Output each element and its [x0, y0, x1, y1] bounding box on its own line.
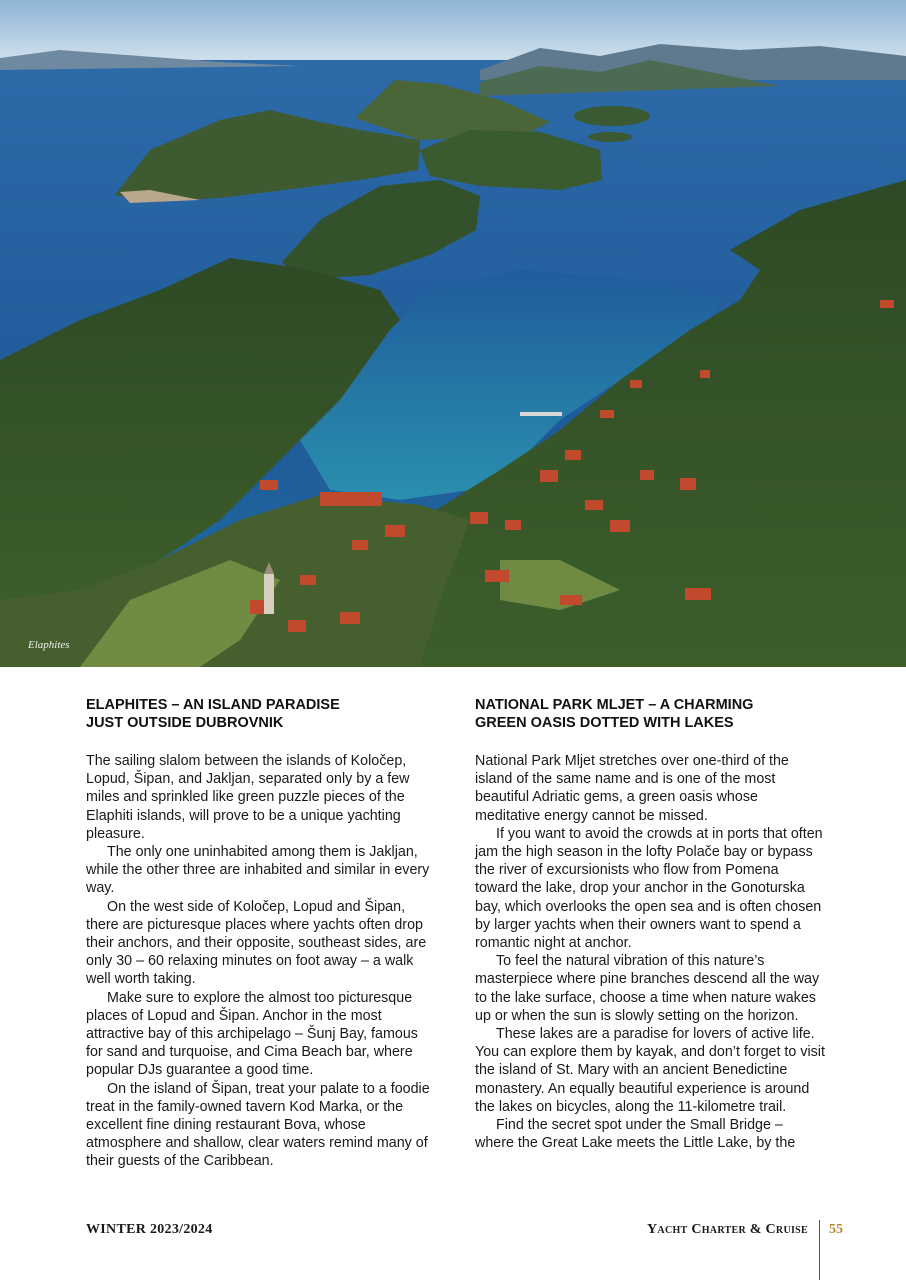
left-paragraph-1: The sailing slalom between the islands of Koločep, Lopud, Šipan, and Jakljan, separated only by a few miles and sprinkled like green puzzle pieces of the Elaphiti islands, will prove to be a unique yachting pleasure. — [86, 753, 410, 842]
left-body — [86, 752, 438, 1171]
left-heading-line-2: JUST OUTSIDE DUBROVNIK — [86, 715, 284, 731]
right-column-article — [475, 696, 825, 1152]
right-heading-line-1: NATIONAL PARK MLJET – A CHARMING — [475, 697, 754, 713]
issue-label: WINTER 2023/2024 — [86, 1222, 213, 1237]
page-number: 55 — [829, 1222, 843, 1237]
footer-divider — [819, 1220, 820, 1280]
left-column-article — [86, 696, 438, 1171]
photo-caption: Elaphites — [28, 639, 70, 651]
left-paragraph-2: The only one uninhabited among them is Jakljan, while the other three are inhabited and similar in every way. — [86, 844, 430, 897]
right-paragraph-2: If you want to avoid the crowds at in ports that often jam the high season in the lofty Polače bay or bypass the river of excursionists who flow from Pomena toward the lake, drop your anchor in the Gonoturska bay, which overlooks the open sea and is often chosen by larger yachts when their owners want to spend a romantic night at anchor. — [475, 825, 823, 952]
left-heading — [86, 696, 438, 732]
left-paragraph-4: Make sure to explore the almost too picturesque places of Lopud and Šipan. Anchor in the most attractive bay of this archipelago – Šunj Bay, famous for sand and turquoise, and Cima Beach bar, where popular DJs guarantee a good time. — [86, 989, 418, 1079]
magazine-name: Yacht Charter & Cruise — [647, 1222, 808, 1237]
left-heading-line-1: ELAPHITES – AN ISLAND PARADISE — [86, 697, 340, 713]
left-paragraph-5: On the island of Šipan, treat your palate to a foodie treat in the family-owned tavern Kod Marka, or the excellent fine dining restaurant Bova, whose atmosphere and shallow, clear waters remind many of their guests of the Caribbean. — [86, 1080, 430, 1170]
right-heading — [475, 696, 825, 732]
right-paragraph-4: These lakes are a paradise for lovers of active life. You can explore them by kayak, and don’t forget to visit the island of St. Mary with an ancient Benedictine monastery. An equally beautiful experience is around the lakes on bicycles, along the 11-kilometre trail. — [475, 1026, 825, 1115]
right-paragraph-3: To feel the natural vibration of this nature’s masterpiece where pine branches descend all the way to the lake surface, choose a time when nature wakes up or when the sun is slowly setting on the horizon. — [475, 953, 820, 1024]
right-paragraph-1: National Park Mljet stretches over one-third of the island of the same name and is one of the most beautiful Adriatic gems, a green oasis whose meditative energy cannot be missed. — [475, 753, 789, 824]
left-paragraph-3: On the west side of Koločep, Lopud and Šipan, there are picturesque places where yachts often drop their anchors, and their opposite, southeast sides, are only 30 – 60 relaxing minutes on foot away – a walk well worth taking. — [86, 898, 427, 988]
right-body — [475, 752, 825, 1152]
right-heading-line-2: GREEN OASIS DOTTED WITH LAKES — [475, 715, 734, 731]
right-paragraph-5: Find the secret spot under the Small Bridge – where the Great Lake meets the Little Lake, by the — [475, 1117, 796, 1152]
